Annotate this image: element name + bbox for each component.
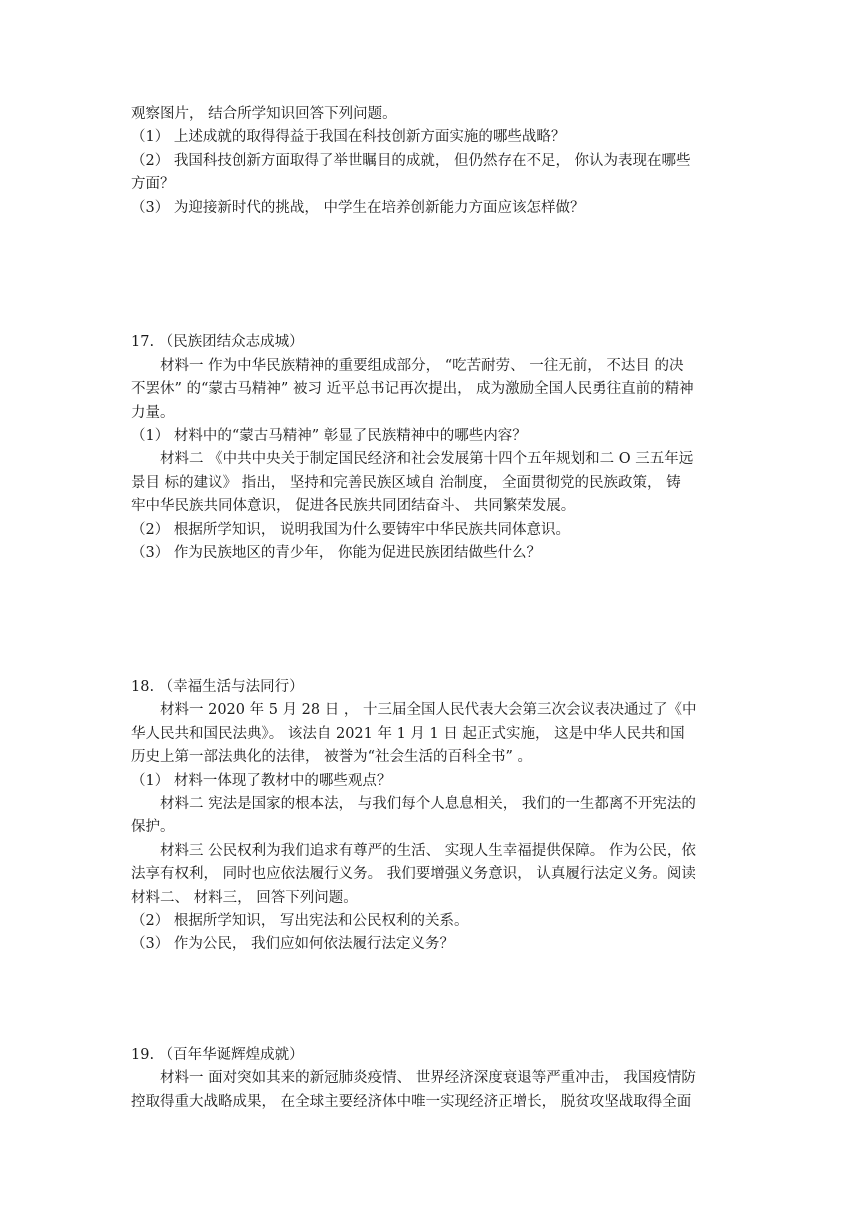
section18-material1-line2: 华人民共和国民法典》。 该法自 2021 年 1 月 1 日 起正式实施， 这是中华人民共和国 xyxy=(131,726,685,742)
section17-question-1: （1） 材料中的“蒙古马精神” 彰显了民族精神中的哪些内容？ xyxy=(131,428,527,444)
section17-material1-line2: 不罢休” 的“蒙古马精神” 被习 近平总书记再次提出， 成为激励全国人民勇往直前的精神 xyxy=(131,381,694,397)
section16-question-1: （1） 上述成就的取得得益于我国在科技创新方面实施的哪些战略？ xyxy=(131,129,566,145)
section16-question-2-cont: 方面？ xyxy=(131,176,175,192)
section17-question-2: （2） 根据所学知识， 说明我国为什么要铸牢中华民族共同体意识。 xyxy=(131,522,570,538)
section18-material3-line3: 材料二、 材料三， 回答下列问题。 xyxy=(131,890,358,906)
section17-material1-line1: 材料一 作为中华民族精神的重要组成部分， “吃苦耐劳、 一往无前， 不达目 的决 xyxy=(160,358,684,374)
section19-material1-line1: 材料一 面对突如其来的新冠肺炎疫情、 世界经济深度衰退等严重冲击， 我国疫情防 xyxy=(160,1070,696,1086)
section17-material2-line2: 景目 标的建议》 指出， 坚持和完善民族区域自 治制度， 全面贯彻党的民族政策， 铸 xyxy=(131,475,681,491)
section17-material2-line3: 牢中华民族共同体意识， 促进各民族共同团结奋斗、 共同繁荣发展。 xyxy=(131,498,576,514)
section18-question-3: （3） 作为公民， 我们应如何依法履行法定义务？ xyxy=(131,936,454,952)
section18-question-2: （2） 根据所学知识， 写出宪法和公民权利的关系。 xyxy=(131,913,469,929)
section17-material2-line1: 材料二 《中共中央关于制定国民经济和社会发展第十四个五年规划和二 O 三五年远 xyxy=(160,451,694,467)
section19-heading: 19. （百年华诞辉煌成就） xyxy=(131,1047,304,1063)
section18-material3-line1: 材料三 公民权利为我们追求有尊严的生活、 实现人生幸福提供保障。 作为公民，依 xyxy=(160,843,696,859)
section18-material2-line1: 材料二 宪法是国家的根本法， 与我们每个人息息相关， 我们的一生都离不开宪法的 xyxy=(160,796,696,812)
section18-material2-line2: 保护。 xyxy=(131,819,175,835)
section17-heading: 17. （民族团结众志成城） xyxy=(131,334,304,350)
section16-intro: 观察图片， 结合所学知识回答下列问题。 xyxy=(131,106,397,122)
section18-material1-line3: 历史上第一部法典化的法律， 被誉为“社会生活的百科全书” 。 xyxy=(131,749,533,765)
section19-material1-line2: 控取得重大战略成果， 在全球主要经济体中唯一实现经济正增长， 脱贫攻坚战取得全面 xyxy=(131,1094,692,1110)
section18-heading: 18. （幸福生活与法同行） xyxy=(131,679,304,695)
section16-question-3: （3） 为迎接新时代的挑战， 中学生在培养创新能力方面应该怎样做？ xyxy=(131,200,585,216)
section18-material3-line2: 法享有权利， 同时也应依法履行义务。 我们要增强义务意识， 认真履行法定义务。阅读 xyxy=(131,866,696,882)
section16-question-2: （2） 我国科技创新方面取得了举世瞩目的成就， 但仍然存在不足， 你认为表现在哪些 xyxy=(131,153,691,169)
section17-material1-line3: 力量。 xyxy=(131,405,175,421)
section17-question-3: （3） 作为民族地区的青少年， 你能为促进民族团结做些什么？ xyxy=(131,545,541,561)
section18-question-1: （1） 材料一体现了教材中的哪些观点？ xyxy=(131,773,392,789)
section18-material1-line1: 材料一 2020 年 5 月 28 日 ， 十三届全国人民代表大会第三次会议表决通过了《中 xyxy=(160,702,697,718)
